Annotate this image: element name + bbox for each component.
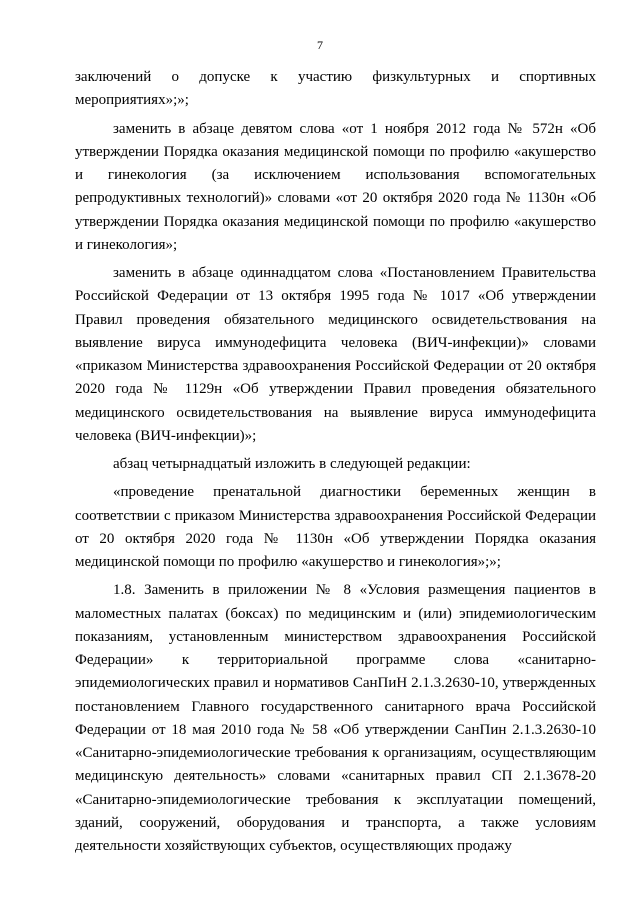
paragraph-fourteenth-intro: абзац четырнадцатый изложить в следующей редакции: [113, 456, 471, 472]
paragraph-amend-ninth: заменить в абзаце девятом слова «от 1 ноября 2012 года № 572н «Об утверждении Порядка оказания медицинской помощи по профилю «акушерство и гинекология (за исключением использования вспомогательных репродуктивных технологий)» словами «от 20 октября 2020 года № 1130н «Об утверждении Порядка оказания медицинской помощи по профилю «акушерство и гинекология»; [75, 120, 596, 253]
paragraph-continuation: заключений о допуске к участию физкультурных и спортивных мероприятиях»;»; [75, 69, 596, 109]
paragraph-amend-eleventh: заменить в абзаце одиннадцатом слова «Постановлением Правительства Российской Федерации от 13 октября 1995 года № 1017 «Об утверждении Правил проведения обязательного медицинского освидетельствования на выявление вируса иммунодефицита человека (ВИЧ-инфекции)» словами «приказом Министерства здравоохранения Российской Федерации от 20 октября 2020 года № 1129н «Об утверждении Правил проведения обязательного медицинского освидетельствования на выявление вируса иммунодефицита человека (ВИЧ-инфекции)»; [75, 265, 596, 444]
paragraph-section-1-8: 1.8. Заменить в приложении № 8 «Условия размещения пациентов в маломестных палатах (боксах) по медицинским и (или) эпидемиологическим показаниям, установленным министерством здравоохранения Российской Федерации» к территориальной программе слова «санитарно-эпидемиологических правил и нормативов СанПиН 2.1.3.2630-10, утвержденных постановлением Главного государственного санитарного врача Российской Федерации от 18 мая 2010 года № 58 «Об утверждении СанПин 2.1.3.2630-10 «Санитарно-эпидемиологические требования к организациям, осуществляющим медицинскую деятельность» словами «санитарных правил СП 2.1.3678-20 «Санитарно-эпидемиологические требования к эксплуатации помещений, зданий, сооружений, оборудования и транспорта, а также условиям деятельности хозяйствующих субъектов, осуществляющих продажу [75, 582, 596, 854]
document-body [75, 66, 596, 858]
paragraph-fourteenth-text: «проведение пренатальной диагностики беременных женщин в соответствии с приказом Министерства здравоохранения Российской Федерации от 20 октября 2020 года № 1130н «Об утверждении Порядка оказания медицинской помощи по профилю «акушерство и гинекология»;»; [75, 484, 596, 570]
page-number: 7 [317, 38, 323, 52]
